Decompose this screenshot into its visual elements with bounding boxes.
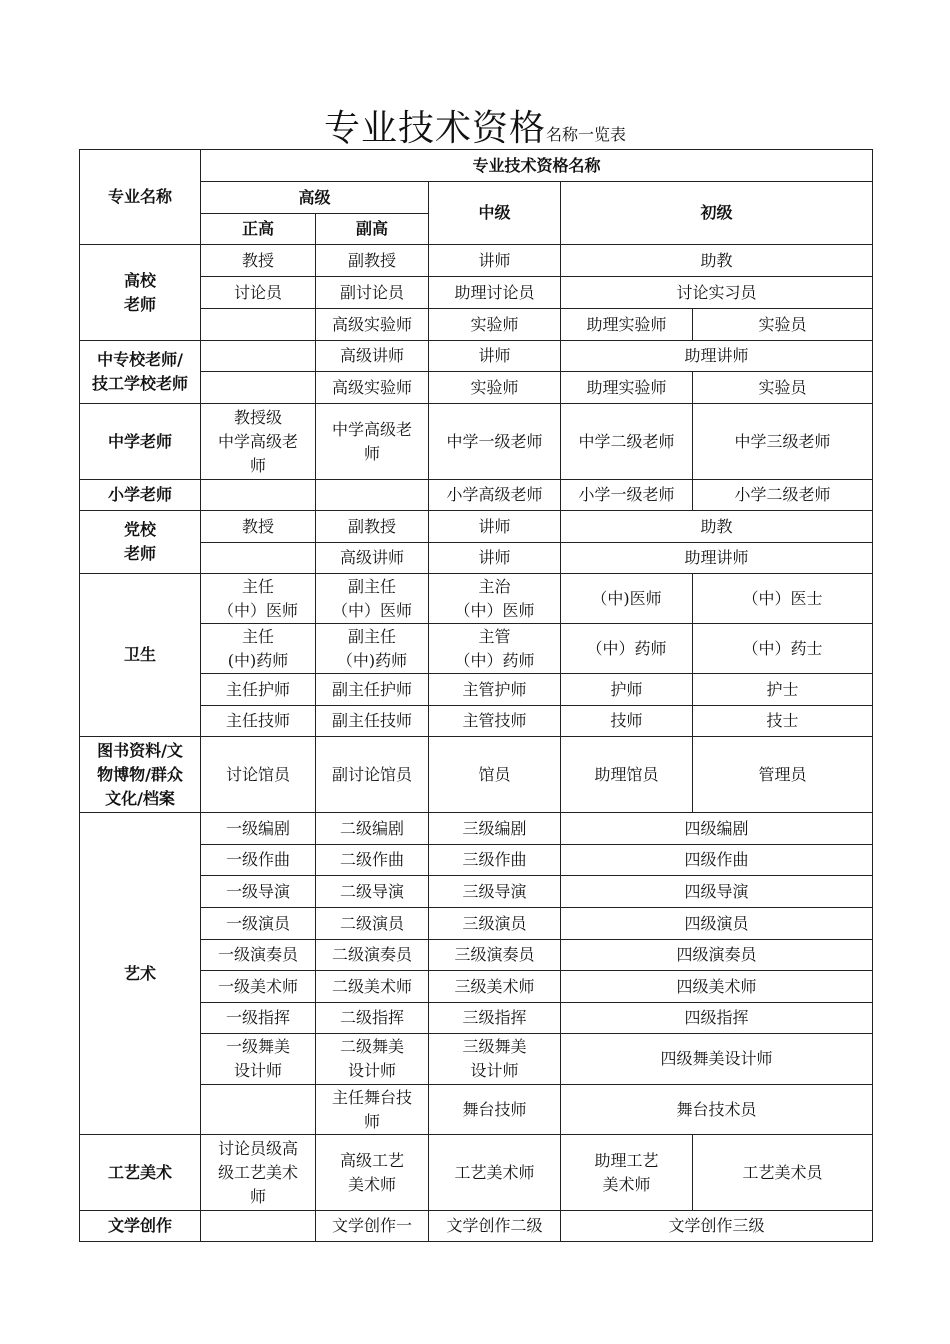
cell-junior-2: 技士	[693, 706, 873, 737]
cell-middle: 三级舞美 设计师	[429, 1034, 561, 1085]
cell-middle: 讲师	[429, 511, 561, 543]
cell-deputy-senior: 副主任 （中）医师	[316, 574, 429, 624]
cell-junior-2: 工艺美术员	[693, 1135, 873, 1211]
cell-full-senior: 教授	[201, 511, 316, 543]
cell-junior-2: 小学二级老师	[693, 480, 873, 511]
table-row	[80, 480, 873, 511]
cell-middle: 三级导演	[429, 876, 561, 908]
cell-full-senior: 讨论员级高 级工艺美术 师	[201, 1135, 316, 1211]
cell-deputy-senior: 高级工艺 美术师	[316, 1135, 429, 1211]
page-title-main: 专业技术资格	[323, 108, 546, 149]
cell-full-senior: 一级编剧	[201, 813, 316, 845]
category-cell: 文学创作	[80, 1211, 201, 1242]
cell-full-senior	[201, 341, 316, 372]
cell-middle: 主管 （中）药师	[429, 624, 561, 674]
cell-full-senior: 讨论馆员	[201, 737, 316, 813]
cell-junior: 助理讲师	[561, 341, 873, 372]
cell-middle: 工艺美术师	[429, 1135, 561, 1211]
cell-deputy-senior	[316, 480, 429, 511]
cell-middle: 主管技师	[429, 706, 561, 737]
cell-junior: 护师	[561, 674, 693, 706]
cell-full-senior	[201, 1085, 316, 1135]
cell-deputy-senior: 高级讲师	[316, 341, 429, 372]
cell-full-senior	[201, 543, 316, 574]
cell-junior: 小学一级老师	[561, 480, 693, 511]
cell-middle: 讲师	[429, 245, 561, 277]
cell-junior-2: 护士	[693, 674, 873, 706]
cell-full-senior: 一级演员	[201, 908, 316, 940]
cell-junior: 讨论实习员	[561, 277, 873, 309]
cell-junior: 技师	[561, 706, 693, 737]
cell-full-senior: 一级舞美 设计师	[201, 1034, 316, 1085]
category-cell: 中学老师	[80, 404, 201, 480]
cell-full-senior	[201, 309, 316, 341]
cell-deputy-senior: 二级导演	[316, 876, 429, 908]
cell-middle: 讲师	[429, 341, 561, 372]
header-qualification-name: 专业技术资格名称	[201, 150, 873, 182]
page-title	[0, 100, 950, 151]
cell-full-senior	[201, 372, 316, 404]
qualification-table	[79, 149, 873, 1242]
cell-junior-2: （中）医士	[693, 574, 873, 624]
cell-full-senior: 一级导演	[201, 876, 316, 908]
cell-deputy-senior: 二级指挥	[316, 1003, 429, 1034]
cell-junior: 四级作曲	[561, 845, 873, 876]
category-cell: 党校 老师	[80, 511, 201, 574]
cell-junior: 助理实验师	[561, 372, 693, 404]
cell-junior: 中学二级老师	[561, 404, 693, 480]
cell-full-senior: 一级演奏员	[201, 940, 316, 971]
cell-junior: 四级编剧	[561, 813, 873, 845]
cell-junior-2: （中）药士	[693, 624, 873, 674]
cell-middle: 小学高级老师	[429, 480, 561, 511]
cell-junior: 四级美术师	[561, 971, 873, 1003]
cell-deputy-senior: 副教授	[316, 511, 429, 543]
table-row	[80, 341, 873, 372]
cell-full-senior	[201, 1211, 316, 1242]
cell-deputy-senior: 主任舞台技 师	[316, 1085, 429, 1135]
cell-deputy-senior: 副教授	[316, 245, 429, 277]
cell-deputy-senior: 高级实验师	[316, 372, 429, 404]
cell-middle: 主治 （中）医师	[429, 574, 561, 624]
cell-middle: 实验师	[429, 372, 561, 404]
cell-middle: 三级指挥	[429, 1003, 561, 1034]
table-row	[80, 1135, 873, 1211]
table-row	[80, 813, 873, 845]
header-junior: 初级	[561, 182, 873, 245]
header-senior: 高级	[201, 182, 429, 214]
cell-junior: 助教	[561, 245, 873, 277]
cell-deputy-senior: 高级讲师	[316, 543, 429, 574]
cell-middle: 三级美术师	[429, 971, 561, 1003]
cell-junior: 助理馆员	[561, 737, 693, 813]
table-row	[80, 245, 873, 277]
cell-middle: 主管护师	[429, 674, 561, 706]
table-row	[80, 574, 873, 624]
cell-full-senior: 一级作曲	[201, 845, 316, 876]
cell-junior-2: 实验员	[693, 372, 873, 404]
table-row	[80, 1211, 873, 1242]
cell-junior: 助理工艺 美术师	[561, 1135, 693, 1211]
cell-junior: 舞台技术员	[561, 1085, 873, 1135]
cell-deputy-senior: 中学高级老 师	[316, 404, 429, 480]
cell-deputy-senior: 副主任技师	[316, 706, 429, 737]
category-cell: 中专校老师/ 技工学校老师	[80, 341, 201, 404]
cell-junior: 文学创作三级	[561, 1211, 873, 1242]
cell-middle: 三级作曲	[429, 845, 561, 876]
cell-middle: 助理讨论员	[429, 277, 561, 309]
cell-junior-2: 实验员	[693, 309, 873, 341]
cell-junior: （中)医师	[561, 574, 693, 624]
header-deputy-senior: 副高	[316, 214, 429, 245]
cell-junior: 四级指挥	[561, 1003, 873, 1034]
category-cell: 卫生	[80, 574, 201, 737]
cell-junior: （中）药师	[561, 624, 693, 674]
category-cell: 高校 老师	[80, 245, 201, 341]
category-cell: 图书资料/文 物博物/群众 文化/档案	[80, 737, 201, 813]
page-title-suffix: 名称一览表	[546, 125, 627, 144]
cell-junior-2: 中学三级老师	[693, 404, 873, 480]
cell-middle: 讲师	[429, 543, 561, 574]
cell-full-senior: 主任技师	[201, 706, 316, 737]
cell-deputy-senior: 二级舞美 设计师	[316, 1034, 429, 1085]
cell-middle: 舞台技师	[429, 1085, 561, 1135]
cell-full-senior	[201, 480, 316, 511]
table-row	[80, 737, 873, 813]
cell-deputy-senior: 二级美术师	[316, 971, 429, 1003]
cell-middle: 三级演员	[429, 908, 561, 940]
cell-middle: 馆员	[429, 737, 561, 813]
cell-deputy-senior: 高级实验师	[316, 309, 429, 341]
cell-deputy-senior: 副讨论员	[316, 277, 429, 309]
cell-middle: 三级演奏员	[429, 940, 561, 971]
cell-deputy-senior: 二级编剧	[316, 813, 429, 845]
cell-middle: 三级编剧	[429, 813, 561, 845]
cell-junior-2: 管理员	[693, 737, 873, 813]
cell-deputy-senior: 二级演员	[316, 908, 429, 940]
table-row	[80, 511, 873, 543]
cell-full-senior: 讨论员	[201, 277, 316, 309]
cell-deputy-senior: 二级作曲	[316, 845, 429, 876]
cell-junior: 助理实验师	[561, 309, 693, 341]
category-cell: 艺术	[80, 813, 201, 1135]
cell-junior: 四级演奏员	[561, 940, 873, 971]
cell-full-senior: 主任 (中)药师	[201, 624, 316, 674]
cell-middle: 文学创作二级	[429, 1211, 561, 1242]
cell-full-senior: 一级美术师	[201, 971, 316, 1003]
cell-middle: 中学一级老师	[429, 404, 561, 480]
cell-full-senior: 教授	[201, 245, 316, 277]
cell-deputy-senior: 文学创作一	[316, 1211, 429, 1242]
cell-junior: 助理讲师	[561, 543, 873, 574]
category-cell: 工艺美术	[80, 1135, 201, 1211]
table-row	[80, 404, 873, 480]
cell-full-senior: 教授级 中学高级老 师	[201, 404, 316, 480]
cell-junior: 四级演员	[561, 908, 873, 940]
cell-deputy-senior: 副讨论馆员	[316, 737, 429, 813]
cell-full-senior: 主任 （中）医师	[201, 574, 316, 624]
cell-middle: 实验师	[429, 309, 561, 341]
header-middle: 中级	[429, 182, 561, 245]
cell-deputy-senior: 副主任护师	[316, 674, 429, 706]
cell-full-senior: 一级指挥	[201, 1003, 316, 1034]
cell-junior: 四级舞美设计师	[561, 1034, 873, 1085]
cell-full-senior: 主任护师	[201, 674, 316, 706]
cell-junior: 助教	[561, 511, 873, 543]
header-full-senior: 正高	[201, 214, 316, 245]
cell-junior: 四级导演	[561, 876, 873, 908]
cell-deputy-senior: 二级演奏员	[316, 940, 429, 971]
cell-deputy-senior: 副主任 （中)药师	[316, 624, 429, 674]
header-major-name: 专业名称	[80, 150, 201, 245]
category-cell: 小学老师	[80, 480, 201, 511]
